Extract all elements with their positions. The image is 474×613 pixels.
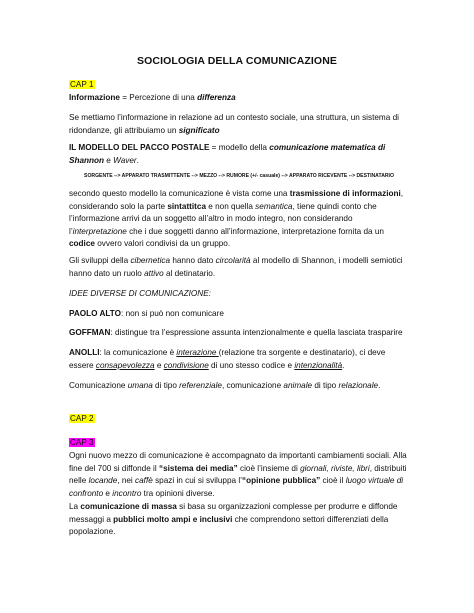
paragraph-paolo-alto [69,308,409,321]
cap2-heading [69,413,409,426]
italic-span: semantica [255,201,293,211]
text-span: , distribuiti nelle [69,463,407,486]
text-span: = Percezione di una [119,93,198,102]
italic-span: IDEE DIVERSE DI COMUNICAZIONE: [69,289,211,298]
italic-underline-span: condivisione [163,360,209,370]
definition-informazione [69,92,409,105]
text-span: Gli sviluppi della [69,256,131,265]
paragraph-goffman [69,327,409,340]
text-span: di uno stesso codice e [208,360,295,370]
cap1-label: CAP 1 [70,80,94,89]
italic-span: relazionale [338,381,379,390]
bold-span: sintattitca [167,201,206,211]
bold-span: codice [69,239,95,249]
paragraph-comunicazione-massa [69,501,409,539]
text-span: . [378,381,381,390]
text-span: , tiene quindi conto che l’informazione arrivi da un soggetto all’altro in modo integro, non considerando l’ [69,201,377,236]
paragraph-modello [69,188,409,251]
bold-span: trasmissione di informazioni [289,189,401,198]
text-span: di tipo [152,381,180,390]
text-span: . [342,360,345,370]
text-span: cioè l’insieme di [237,463,301,473]
text-span: e [103,488,113,498]
text-span: : la comunicazione è [99,348,177,357]
text-span: Ogni nuovo mezzo di comunicazione è accompagnato da importanti cambiamenti sociali. Alla fine del 700 si diffonde il [69,451,407,473]
text-span: si basa su organizzazioni complesse per produrre e diffonde messaggi a [69,502,398,524]
cap1-heading [69,79,409,92]
bold-span: “sistema dei media” [158,463,238,473]
italic-span: luogo virtuale di confronto [69,476,404,498]
italic-span: animale [283,381,313,390]
term-goffman: GOFFMAN [69,328,111,337]
italic-span: referenziale [179,381,222,390]
term-waver: Waver [113,155,137,165]
paragraph-umana-animale [69,380,409,393]
text-span: , nei [117,476,136,486]
text-span: cioè il [320,476,346,486]
italic-span: cibernetica [130,256,171,265]
italic-span: caffè [135,476,153,486]
text-span: tra opinioni diverse. [141,488,215,498]
text-span: , considerando solo la parte [69,189,404,211]
bold-span: pubblici molto ampi e inclusivi [113,514,233,524]
text-span: ovvero valori condivisi da un gruppo. [94,239,231,249]
text-span: e non quella [206,201,256,211]
text-span: : distingue tra l’espressione assunta intenzionalmente e quella lasciata trasparire [110,328,403,337]
bold-span: comunicazione di massa [80,502,177,511]
term-significato: significato [178,125,220,135]
text-span: , comunicazione [221,381,284,390]
italic-span: umana [127,381,153,390]
term-anolli: ANOLLI [69,348,100,357]
text-span: che comprendono settori differenziati della popolazione. [69,514,389,537]
text-span: al detinatario. [163,268,216,278]
bold-span: “opinione pubblica” [242,476,321,486]
text-span: e [154,360,164,370]
text-span: secondo questo modello la comunicazione è vista come una [69,189,290,198]
italic-span: incontro [112,488,142,498]
italic-underline-span: interazione [176,348,219,357]
term-pacco-postale: IL MODELLO DEL PACCO POSTALE [69,143,210,152]
document-title: SOCIOLOGIA DELLA COMUNICAZIONE [137,55,337,67]
paragraph-pacco-postale [69,142,409,167]
cap2-label: CAP 2 [70,414,94,423]
term-informazione: Informazione [69,93,120,102]
paragraph-cibernetica [69,255,409,280]
italic-span: locande [88,476,118,486]
paragraph-sistema-media [69,450,409,500]
text-span: = modello della [209,143,270,152]
term-differenza: differenza [197,93,236,102]
italic-span: interpretazione [72,226,127,236]
cap3-label: CAP 3 [70,438,94,447]
text-span: hanno dato [170,256,216,265]
term-paolo-alto: PAOLO ALTO [69,309,122,318]
italic-underline-span: consapevolezza [95,360,155,370]
paragraph-anolli [69,347,409,372]
text-span: spazi in cui si sviluppa l’ [152,476,242,486]
italic-span: circolarità [215,256,251,265]
cap3-heading [69,437,409,450]
text-span: al modello di Shannon, i modelli semiotici hanno dato un ruolo [69,256,403,278]
text-span: che i due soggetti danno all’informazione, interpretazione fornita da un [126,226,384,236]
text-span: e [104,155,114,165]
italic-underline-span: intenzionalità [294,360,343,370]
italic-span: giornali, riviste, libri [300,463,370,473]
text-span: di tipo [312,381,339,390]
text-span: Comunicazione [69,381,128,390]
communication-flow-line: SORGENTE --> APPARATO TRASMITTENTE --> MEZZO --> RUMORE (+/- casuale) --> APPARATO RICEVENTE --> DESTINATARIO [84,173,394,179]
text-span: . [136,155,139,165]
heading-idee-diverse [69,288,409,301]
term-shannon: comunicazione matematica di Shannon [69,143,386,165]
text-span: : non si può non comunicare [121,309,224,318]
paragraph-significato [69,112,409,137]
italic-span: attivo [144,268,164,278]
text-span: (relazione tra sorgente e destinatario), ci deve essere [69,348,386,370]
text-span: Se mettiamo l’informazione in relazione ad un contesto sociale, una struttura, un sistema di ridondanze, gli attribuiamo un [69,113,399,135]
text-span: La [69,502,81,511]
